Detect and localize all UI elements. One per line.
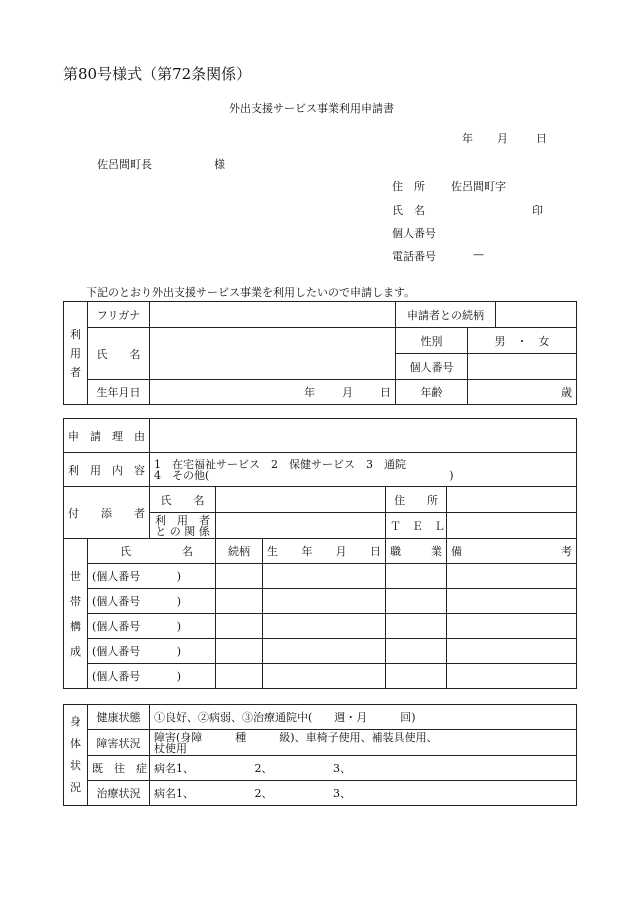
household-row	[64, 614, 577, 639]
usage-close: )	[449, 468, 454, 482]
history-value[interactable]: 病名1、 2、 3、	[150, 756, 577, 781]
treatment-label: 治療状況	[88, 781, 150, 806]
household-relation-cell[interactable]	[216, 639, 263, 664]
household-relation-cell[interactable]	[216, 664, 263, 689]
form-number: 第80号様式（第72条関係）	[63, 65, 252, 83]
applicant-phone-label: 電話番号	[392, 250, 436, 263]
attendant-relation-label: 利 用 者 と の 関 係	[150, 513, 216, 539]
household-id-cell[interactable]: (個人番号 )	[88, 639, 216, 664]
usage-line-1: 1 在宅福祉サービス 2 保健サービス 3 通院	[154, 457, 406, 471]
household-row	[64, 589, 577, 614]
gender-value[interactable]: 男 ・ 女	[468, 328, 577, 354]
attendant-name-field[interactable]	[216, 487, 386, 513]
household-birth-cell[interactable]	[263, 614, 386, 639]
reason-field[interactable]	[150, 419, 577, 453]
household-row	[64, 564, 577, 589]
usage-field[interactable]	[150, 453, 577, 487]
treatment-value[interactable]: 病名1、 2、 3、	[150, 781, 577, 806]
household-note-cell[interactable]	[447, 664, 577, 689]
birth-label: 生年月日	[88, 380, 150, 405]
health-value[interactable]: ①良好、②病弱、③治療通院中( 週・月 回)	[150, 705, 577, 730]
relation-field[interactable]	[496, 302, 577, 328]
age-field[interactable]	[468, 380, 577, 405]
user-name-label: 氏 名	[88, 328, 150, 380]
gender-label: 性別	[396, 328, 468, 354]
household-relation-header: 続柄	[216, 539, 263, 564]
household-id-cell[interactable]: (個人番号 )	[88, 614, 216, 639]
health-label: 健康状態	[88, 705, 150, 730]
household-note-header: 備 考	[447, 539, 577, 564]
household-note-cell[interactable]	[447, 589, 577, 614]
page-title: 外出支援サービス事業利用申請書	[229, 102, 394, 115]
household-job-cell[interactable]	[386, 664, 447, 689]
attendant-tel-field[interactable]	[447, 513, 577, 539]
household-relation-cell[interactable]	[216, 564, 263, 589]
phone-separator: —	[473, 248, 484, 261]
attendant-tel-label: Ｔ Ｅ Ｌ	[386, 513, 447, 539]
household-id-cell[interactable]: (個人番号 )	[88, 589, 216, 614]
application-statement: 下記のとおり外出支援サービス事業を利用したいので申請します。	[86, 286, 416, 299]
age-unit: 歳	[561, 386, 572, 399]
usage-label: 利 用 内 容	[64, 453, 150, 487]
household-job-cell[interactable]	[386, 614, 447, 639]
reason-label: 申 請 理 由	[64, 419, 150, 453]
household-relation-cell[interactable]	[216, 614, 263, 639]
history-label: 既 往 症	[88, 756, 150, 781]
relation-label: 申請者との続柄	[396, 302, 496, 328]
household-birth-cell[interactable]	[263, 589, 386, 614]
household-section-header: 世帯構成	[64, 539, 88, 689]
applicant-id-label: 個人番号	[392, 227, 436, 240]
age-label: 年齢	[396, 380, 468, 405]
user-table	[63, 301, 577, 405]
attendant-address-label: 住 所	[386, 487, 447, 513]
attendant-relation-field[interactable]	[216, 513, 386, 539]
seal-mark: 印	[532, 204, 543, 217]
household-name-header: 氏 名	[88, 539, 216, 564]
birth-year: 年	[304, 386, 315, 399]
household-relation-cell[interactable]	[216, 589, 263, 614]
attendant-name-label: 氏 名	[150, 487, 216, 513]
applicant-name-label: 氏 名	[392, 204, 425, 217]
household-note-cell[interactable]	[447, 639, 577, 664]
addressee-honorific: 様	[214, 158, 225, 171]
household-row	[64, 664, 577, 689]
disability-value[interactable]: 障害(身障 種 級)、車椅子使用、補装具使用、 杖使用	[150, 730, 577, 756]
household-job-cell[interactable]	[386, 564, 447, 589]
household-id-cell[interactable]: (個人番号 )	[88, 564, 216, 589]
household-birth-cell[interactable]	[263, 639, 386, 664]
body-condition-table	[63, 704, 577, 806]
user-name-field[interactable]	[150, 328, 396, 380]
date-month: 月	[497, 132, 508, 145]
attendant-label: 付 添 者	[64, 487, 150, 539]
household-job-cell[interactable]	[386, 589, 447, 614]
attendant-address-field[interactable]	[447, 487, 577, 513]
date-day: 日	[536, 132, 547, 145]
household-job-cell[interactable]	[386, 639, 447, 664]
household-job-header: 職 業	[386, 539, 447, 564]
birth-day: 日	[380, 386, 391, 399]
addressee-name: 佐呂間町長	[97, 158, 152, 171]
furigana-label: フリガナ	[88, 302, 150, 328]
date-year: 年	[462, 132, 473, 145]
household-id-cell[interactable]: (個人番号 )	[88, 664, 216, 689]
household-birth-header: 生 年 月 日	[263, 539, 386, 564]
user-id-field[interactable]	[468, 354, 577, 380]
household-row	[64, 639, 577, 664]
household-note-cell[interactable]	[447, 614, 577, 639]
applicant-address-value: 佐呂間町字	[451, 180, 506, 193]
user-id-label: 個人番号	[396, 354, 468, 380]
furigana-field[interactable]	[150, 302, 396, 328]
birth-month: 月	[342, 386, 353, 399]
disability-label: 障害状況	[88, 730, 150, 756]
applicant-address-label: 住 所	[392, 180, 425, 193]
birth-field[interactable]	[150, 380, 396, 405]
household-birth-cell[interactable]	[263, 564, 386, 589]
usage-line-2: 4 その他(	[154, 468, 210, 482]
user-section-header: 利用者	[64, 302, 88, 405]
household-birth-cell[interactable]	[263, 664, 386, 689]
details-table	[63, 418, 577, 689]
household-note-cell[interactable]	[447, 564, 577, 589]
body-condition-header: 身体状況	[64, 705, 88, 806]
